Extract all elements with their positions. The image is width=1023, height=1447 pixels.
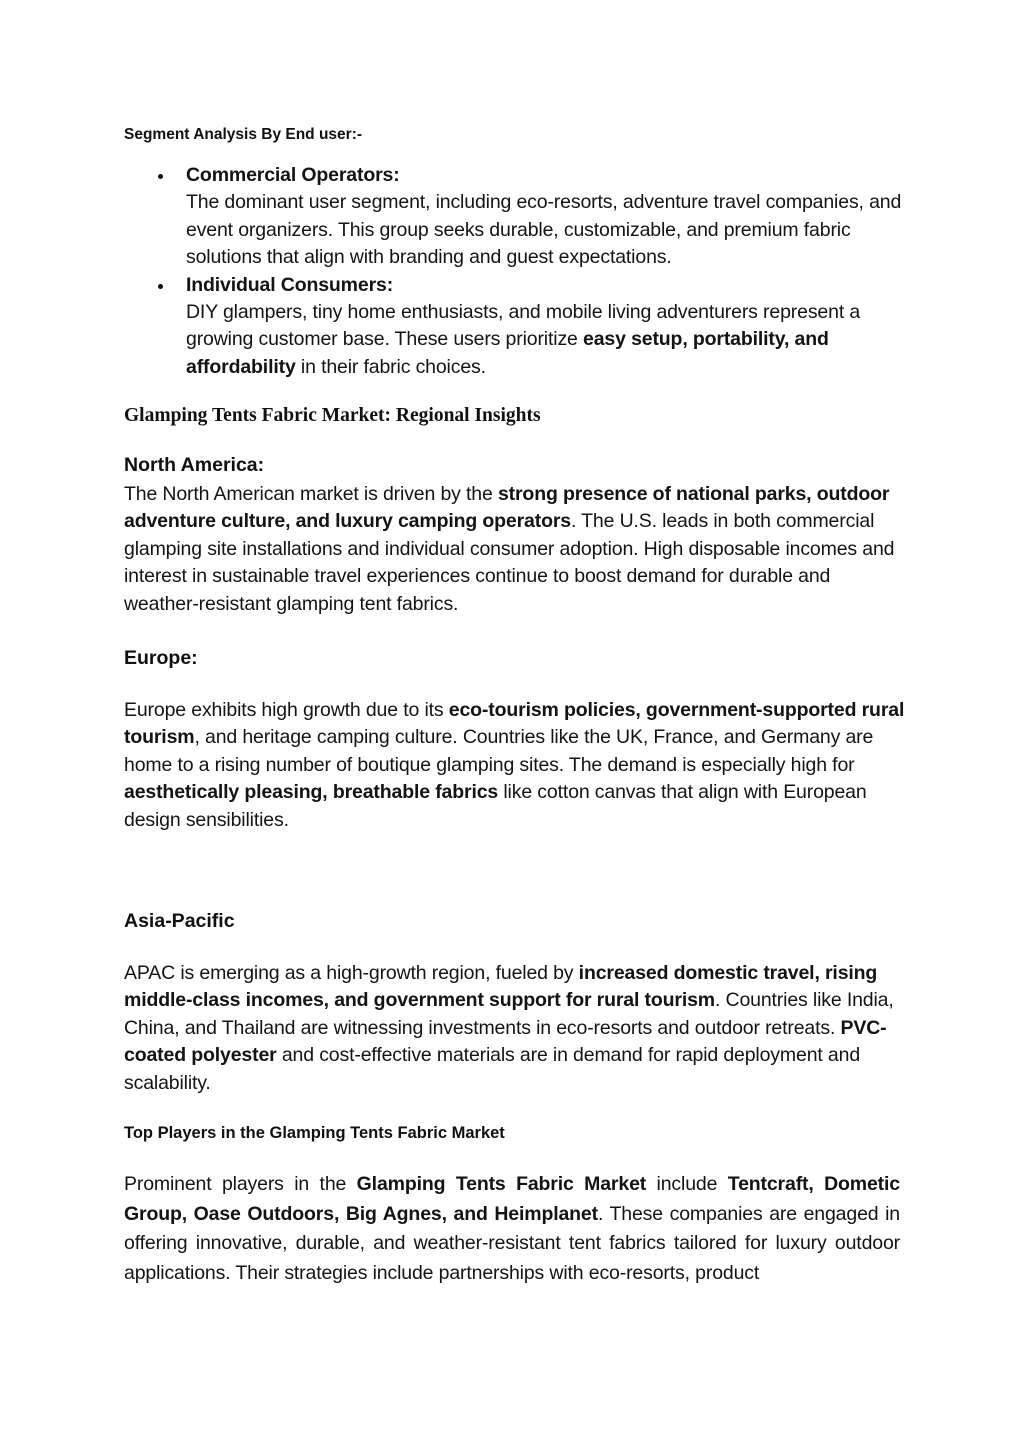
north-america-paragraph [124,481,909,618]
paragraph-text: like cotton canvas that align with European design sensibilities. [124,781,867,831]
paragraph-text: Europe exhibits high growth due to its [124,699,449,721]
paragraph-text: and cost-effective materials are in demand for rapid deployment and scalability. [124,1044,861,1094]
list-item-text-before: DIY glampers, tiny home enthusiasts, and mobile living adventurers represent a growing customer base. These users prioritize [186,301,861,351]
paragraph-bold-text: eco-tourism policies, government-supported rural tourism [124,699,905,749]
regional-insights-heading: Glamping Tents Fabric Market: Regional Insights [124,405,541,426]
europe-heading: Europe: [124,647,198,669]
paragraph-bold-text: Glamping Tents Fabric Market [356,1173,647,1195]
list-item-title: Individual Consumers: [186,273,394,296]
paragraph-bold-text: aesthetically pleasing, breathable fabrics [124,781,499,804]
list-item-text: The dominant user segment, including eco-resorts, adventure travel companies, and event organizers. This group seeks durable, customizable, and premium fabric solutions that align with branding and guest expectations. [186,191,902,269]
paragraph-text: Prominent players in the [124,1173,357,1195]
list-item-title: Commercial Operators: [186,164,400,186]
paragraph-text: include [646,1173,728,1195]
list-item-individual-consumers [124,272,914,382]
asia-pacific-paragraph [124,960,914,1097]
bullet-icon [158,284,163,289]
paragraph-text: . Countries like India, China, and Thailand are witnessing investments in eco-resorts and outdoor retreats. [124,989,894,1039]
asia-pacific-heading: Asia-Pacific [124,910,235,932]
paragraph-text: , and heritage camping culture. Countries like the UK, France, and Germany are home to a rising number of boutique glamping sites. The demand is especially high for [124,726,874,776]
list-item-text-after: in their fabric choices. [295,355,486,378]
paragraph-bold-text: Tentcraft, Dometic Group, Oase Outdoors, Big Agnes, and Heimplanet [124,1173,900,1225]
segment-analysis-heading: Segment Analysis By End user:- [124,126,363,143]
top-players-heading: Top Players in the Glamping Tents Fabric Market [124,1124,505,1142]
paragraph-text: . These companies are engaged in offering innovative, durable, and weather-resistant tent fabrics tailored for luxury outdoor applications. Their strategies include partnerships with eco-resorts, product [124,1202,900,1284]
list-item-commercial-operators [124,162,914,272]
end-user-segment-list [124,162,914,381]
europe-paragraph [124,697,914,834]
paragraph-bold-text: PVC-coated polyester [124,1016,887,1067]
top-players-paragraph [124,1170,900,1288]
north-america-heading: North America: [124,454,265,476]
list-item-text-bold: easy setup, portability, and affordability [186,328,829,378]
paragraph-bold-text: increased domestic travel, rising middle-class incomes, and government support for rural tourism [124,962,878,1012]
paragraph-bold-text: strong presence of national parks, outdoor adventure culture, and luxury camping operators [124,483,890,533]
paragraph-text: . The U.S. leads in both commercial glamping site installations and individual consumer adoption. High disposable incomes and interest in sustainable travel experiences continue to boost demand for durable and weather-resistant glamping tent fabrics. [124,510,895,615]
paragraph-text: APAC is emerging as a high-growth region, fueled by [124,962,579,984]
paragraph-text: The North American market is driven by the [124,483,498,505]
bullet-icon [158,174,163,179]
